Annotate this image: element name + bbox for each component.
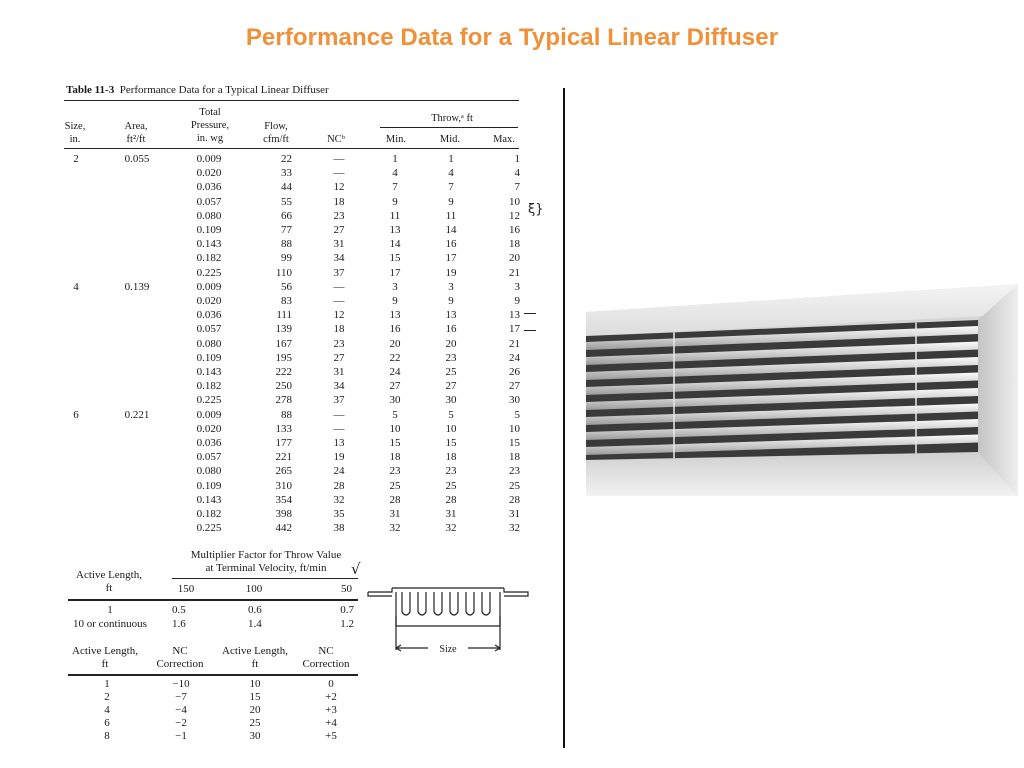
table-cell: 167: [275, 337, 292, 350]
table-caption: [66, 84, 329, 96]
size-column: [62, 152, 90, 535]
multiplier-150-column: 0.5 1.6: [172, 604, 186, 630]
table-cell: 13: [445, 309, 457, 322]
table-cell: 27: [509, 380, 520, 393]
table-cell: 0.009: [196, 408, 222, 421]
table-cell: 55: [281, 195, 292, 208]
table-cell: 0.143: [196, 493, 222, 506]
multiplier-active-length-header: Active Length, ft: [76, 569, 142, 594]
nc-cell: −7: [175, 691, 187, 703]
header-min: Min.: [385, 134, 407, 145]
table-cell: 0.143: [196, 366, 222, 379]
table-cell: 9: [448, 295, 454, 308]
table-cell: 34: [333, 252, 345, 265]
table-cell: 22: [281, 153, 292, 165]
table-cell: 31: [509, 508, 520, 521]
table-cell: 18: [333, 195, 345, 208]
table-cell: 21: [509, 337, 520, 350]
multiplier-50-column: 0.7 1.2: [340, 604, 354, 630]
nc-cell: +3: [325, 704, 337, 716]
table-cell: 310: [275, 479, 292, 492]
table-cell: 222: [275, 366, 292, 379]
table-cell: 37: [333, 394, 345, 407]
throw-min-column: [380, 152, 410, 535]
table-cell: 20: [445, 337, 457, 350]
nc-length-column-2: [240, 678, 270, 743]
table-cell: 1: [514, 153, 520, 165]
table-cell: 9: [514, 295, 520, 308]
table-cell: 31: [333, 238, 345, 251]
nc-cell: 4: [104, 704, 110, 716]
table-cell: 195: [275, 351, 292, 364]
multiplier-header-rule: [172, 578, 358, 579]
nc-correction-column-1: [166, 678, 196, 743]
nc-cell: 0: [328, 678, 334, 690]
throw-max-column: [490, 152, 520, 535]
table-cell: 9: [392, 195, 398, 208]
table-cell: 23: [509, 465, 520, 478]
nc-cell: +4: [325, 717, 337, 729]
table-cell: 139: [275, 323, 292, 336]
nc-cell: −4: [175, 704, 187, 716]
table-cell: 4: [514, 167, 520, 180]
nc-cell: −2: [175, 717, 187, 729]
velocity-50: 50: [341, 583, 352, 595]
table-cell: 10: [509, 195, 520, 208]
table-cell: 111: [276, 309, 292, 322]
table-cell: 0.036: [196, 437, 222, 450]
table-cell: 83: [281, 295, 292, 308]
table-cell: 16: [509, 224, 520, 237]
multiplier-100-column: 0.6 1.4: [248, 604, 262, 630]
table-cell: 18: [509, 451, 520, 464]
table-cell: 30: [389, 394, 401, 407]
nc-header-length-1: Active Length, ft: [72, 645, 138, 670]
table-cell: 24: [389, 366, 401, 379]
pen-dash: [524, 330, 536, 331]
table-cell: 18: [445, 451, 457, 464]
table-cell: 0.020: [196, 295, 222, 308]
table-cell: 25: [389, 479, 401, 492]
nc-cell: −10: [172, 678, 190, 690]
header-total-pressure: Total Pressure, in. wg: [190, 107, 230, 144]
table-cell: 17: [445, 252, 457, 265]
table-cell: —: [333, 153, 345, 165]
table-cell: 11: [389, 209, 401, 222]
table-cell: 7: [448, 181, 454, 194]
table-cell: 88: [281, 408, 292, 421]
table-cell: 15: [389, 437, 401, 450]
nc-cell: 8: [104, 730, 110, 742]
area-value: 0.139: [124, 280, 150, 293]
table-cell: 35: [333, 508, 345, 521]
table-cell: 25: [509, 479, 520, 492]
table-cell: 27: [333, 224, 345, 237]
table-cell: 24: [333, 465, 345, 478]
table-cell: 1: [392, 153, 398, 165]
table-cell: 28: [333, 479, 345, 492]
nc-rule: [68, 674, 358, 676]
header-bottom-rule: [64, 148, 519, 149]
table-cell: 15: [445, 437, 457, 450]
nc-cell: 10: [249, 678, 261, 690]
table-cell: 31: [333, 366, 345, 379]
multiplier-length-column: 1 10 or continuous: [73, 604, 147, 630]
table-cell: 0.057: [196, 195, 222, 208]
table-cell: 25: [445, 479, 457, 492]
table-cell: 5: [448, 408, 454, 421]
table-cell: 10: [509, 422, 520, 435]
table-cell: 3: [392, 280, 398, 293]
table-cell: 31: [445, 508, 457, 521]
nc-correction-column-2: [316, 678, 346, 743]
header-size: Size, in.: [64, 121, 86, 145]
table-cell: 10: [389, 422, 401, 435]
table-cell: 0.182: [196, 508, 222, 521]
table-cell: —: [333, 295, 345, 308]
table-cell: 398: [275, 508, 292, 521]
table-cell: 1: [448, 153, 454, 165]
table-cell: 0.109: [196, 479, 222, 492]
table-cell: 265: [275, 465, 292, 478]
nc-cell: −1: [175, 730, 187, 742]
table-cell: 14: [389, 238, 401, 251]
table-cell: 12: [333, 181, 345, 194]
table-cell: 88: [281, 238, 292, 251]
pressure-column: [180, 152, 238, 535]
table-cell: 7: [514, 181, 520, 194]
table-cell: 0.225: [196, 266, 222, 279]
table-cell: 7: [392, 181, 398, 194]
table-cell: 99: [281, 252, 292, 265]
header-max: Max.: [493, 134, 515, 145]
size-value: 2: [73, 153, 79, 165]
table-cell: 56: [281, 280, 292, 293]
nc-header-correction-2: NC Correction: [302, 645, 350, 670]
table-cell: 11: [445, 209, 457, 222]
table-cell: 0.057: [196, 323, 222, 336]
table-cell: 23: [333, 209, 345, 222]
nc-length-column-1: [92, 678, 122, 743]
table-cell: 26: [509, 366, 520, 379]
table-cell: 18: [333, 323, 345, 336]
table-cell: 38: [333, 522, 345, 535]
area-value: 0.221: [124, 408, 150, 421]
table-cell: 221: [275, 451, 292, 464]
area-column: [112, 152, 162, 535]
table-cell: 133: [275, 422, 292, 435]
nc-cell: +5: [325, 730, 337, 742]
table-cell: 12: [333, 309, 345, 322]
table-cell: 23: [333, 337, 345, 350]
table-cell: 31: [389, 508, 401, 521]
table-cell: 28: [389, 493, 401, 506]
table-cell: 20: [389, 337, 401, 350]
table-cell: 15: [389, 252, 401, 265]
table-cell: 0.020: [196, 167, 222, 180]
table-cell: 21: [509, 266, 520, 279]
nc-cell: 2: [104, 691, 110, 703]
table-label: Table 11-3: [66, 84, 115, 96]
table-cell: 19: [333, 451, 345, 464]
table-cell: 3: [514, 280, 520, 293]
table-cell: 15: [509, 437, 520, 450]
table-cell: 0.182: [196, 252, 222, 265]
header-mid: Mid.: [439, 134, 461, 145]
table-cell: 24: [509, 351, 520, 364]
size-dimension-label: Size: [439, 644, 457, 655]
table-cell: 23: [445, 351, 457, 364]
linear-diffuser-photo: [586, 284, 1018, 496]
table-cell: 0.009: [196, 153, 222, 165]
nc-header-length-2: Active Length, ft: [222, 645, 288, 670]
table-cell: —: [333, 408, 345, 421]
table-cell: 32: [509, 522, 520, 535]
table-cell: 20: [509, 252, 520, 265]
table-cell: 14: [445, 224, 457, 237]
table-cell: 0.057: [196, 451, 222, 464]
header-throw: Throw,ᵃ ft: [431, 113, 473, 124]
table-cell: 177: [275, 437, 292, 450]
table-cell: 34: [333, 380, 345, 393]
throw-rule: [380, 127, 518, 128]
table-cell: 5: [392, 408, 398, 421]
nc-cell: 20: [249, 704, 261, 716]
header-nc: NCᵇ: [327, 134, 345, 145]
table-cell: 3: [448, 280, 454, 293]
multiplier-rule: [68, 599, 358, 601]
nc-header-correction-1: NC Correction: [156, 645, 204, 670]
table-cell: 16: [445, 323, 457, 336]
table-cell: —: [333, 280, 345, 293]
header-area: Area, ft²/ft: [124, 121, 148, 145]
table-cell: 0.225: [196, 394, 222, 407]
nc-cell: 25: [249, 717, 261, 729]
table-cell: 30: [509, 394, 520, 407]
table-cell: 18: [389, 451, 401, 464]
diffuser-section-drawing: [366, 586, 530, 661]
pen-checkmark: √: [351, 560, 361, 578]
table-cell: 13: [389, 224, 401, 237]
table-cell: 9: [448, 195, 454, 208]
table-cell: 32: [445, 522, 457, 535]
table-cell: 32: [333, 493, 345, 506]
table-cell: 18: [509, 238, 520, 251]
table-cell: 12: [509, 209, 520, 222]
table-cell: —: [333, 167, 345, 180]
table-cell: 23: [445, 465, 457, 478]
size-value: 6: [73, 408, 79, 421]
table-cell: 37: [333, 266, 345, 279]
table-cell: 19: [445, 266, 457, 279]
table-cell: 13: [389, 309, 401, 322]
pen-dash: [524, 313, 536, 314]
table-cell: 278: [275, 394, 292, 407]
velocity-150: 150: [177, 583, 195, 595]
table-cell: 16: [389, 323, 401, 336]
table-cell: 25: [445, 366, 457, 379]
table-cell: 16: [445, 238, 457, 251]
table-cell: 17: [389, 266, 401, 279]
table-cell: 0.080: [196, 209, 222, 222]
table-cell: 28: [445, 493, 457, 506]
table-cell: 0.009: [196, 280, 222, 293]
table-cell: 354: [275, 493, 292, 506]
multiplier-header: Multiplier Factor for Throw Value at Terminal Velocity, ft/min: [190, 549, 342, 574]
velocity-100: 100: [245, 583, 263, 595]
table-cell: 4: [448, 167, 454, 180]
table-top-rule: [64, 100, 519, 101]
table-cell: 77: [281, 224, 292, 237]
scan-page-edge: [563, 88, 565, 748]
table-cell: 0.143: [196, 238, 222, 251]
pen-mark: ξ}: [528, 202, 544, 217]
table-cell: 33: [281, 167, 292, 180]
table-cell: 0.036: [196, 181, 222, 194]
table-cell: 13: [333, 437, 345, 450]
table-cell: 10: [445, 422, 457, 435]
table-cell: 28: [509, 493, 520, 506]
slide-title: Performance Data for a Typical Linear Diffuser: [245, 24, 779, 51]
table-cell: 0.080: [196, 465, 222, 478]
table-cell: 0.036: [196, 309, 222, 322]
table-cell: 0.020: [196, 422, 222, 435]
table-cell: 442: [275, 522, 292, 535]
table-cell: 23: [389, 465, 401, 478]
table-cell: 27: [333, 351, 345, 364]
table-cell: 5: [514, 408, 520, 421]
table-cell: 4: [392, 167, 398, 180]
table-cell: 13: [509, 309, 520, 322]
nc-cell: 30: [249, 730, 261, 742]
nc-cell: 15: [249, 691, 261, 703]
table-cell: 17: [509, 323, 520, 336]
table-cell: 110: [275, 266, 292, 279]
table-cell: 0.182: [196, 380, 222, 393]
header-flow: Flow, cfm/ft: [263, 121, 289, 145]
nc-cell: +2: [325, 691, 337, 703]
nc-column: [324, 152, 354, 535]
throw-mid-column: [436, 152, 466, 535]
table-cell: 0.109: [196, 351, 222, 364]
table-cell: 30: [445, 394, 457, 407]
table-cell: 32: [389, 522, 401, 535]
table-cell: 250: [275, 380, 292, 393]
nc-cell: 1: [104, 678, 110, 690]
flow-column: [258, 152, 292, 535]
size-value: 4: [73, 280, 79, 293]
nc-cell: 6: [104, 717, 110, 729]
table-cell: 44: [281, 181, 292, 194]
table-cell: 9: [392, 295, 398, 308]
table-cell: 0.080: [196, 337, 222, 350]
table-cell: 27: [445, 380, 457, 393]
table-cell: 22: [389, 351, 401, 364]
table-cell: 27: [389, 380, 401, 393]
area-value: 0.055: [124, 153, 150, 165]
table-caption-text: Performance Data for a Typical Linear Diffuser: [119, 84, 329, 96]
table-cell: 0.225: [196, 522, 222, 535]
table-cell: 66: [281, 209, 292, 222]
table-cell: —: [333, 422, 345, 435]
table-cell: 0.109: [196, 224, 222, 237]
